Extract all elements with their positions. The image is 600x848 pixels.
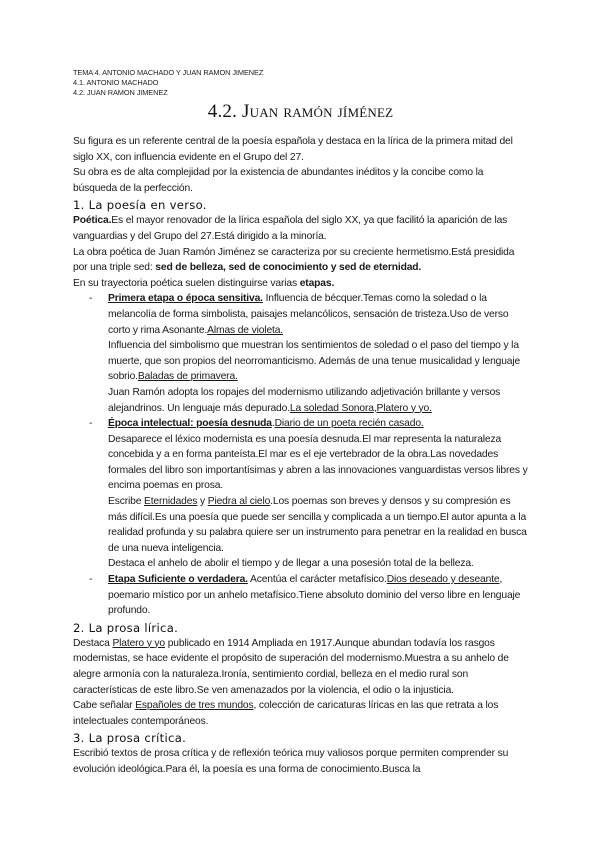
section-heading-critical-prose: 3. La prosa crítica. — [73, 731, 187, 746]
list-item-stage-1: - Primera etapa o época sensitiva. Influencia de bécquer.Temas como la soledad o la melancolía de forma simbolista, paisajes melancólicos, sensación de tristeza.Uso de verso corto y rima Asonante.Almas de violeta. Influencia del simbolismo que muestran los sentimientos de soledad o el paso del tiempo y la muerte, que son propios del neorromanticismo. Además de una tenue musicalidad y lenguaje sobrio.Baladas de primavera. Juan Ramón adopta los ropajes del modernismo utilizando adjetivación brillante y versos alejandrinos. Un lenguaje más depurado.La soledad Sonora,Platero y yo. — [89, 293, 521, 414]
platero-paragraph: Destaca Platero y yo publicado en 1914 Ampliada en 1917.Aunque abundan todavía los rasgos modernistas, se hace evidente el propósito de superación del modernismo.Muestra a su anhelo de alegre armonía con la naturaleza.Ironía, sentimiento cordial, belleza en el medio rural son características de este libro.Se ven amenazados por la violencia, el odio o la injusticia. — [73, 637, 509, 696]
list-item-stage-3: - Etapa Suficiente o verdadera. Acentúa el carácter metafísico.Dios deseado y deseante, poemario místico por un anhelo metafísico.Tiene absoluto dominio del verso libre en lenguaje profundo. — [89, 574, 521, 617]
header-line-3: 4.2. JUAN RAMON JIMENEZ — [73, 88, 168, 97]
page-title: 4.2. Juan ramón jíménez — [207, 101, 394, 122]
section-heading-lyric-prose: 2. La prosa lírica. — [73, 620, 179, 635]
section-heading-verse: 1. La poesía en verso. — [73, 198, 207, 213]
poetica-paragraph: Poética.Es el mayor renovador de la lírica española del siglo XX, ya que facilitó la aparición de las vanguardias y del Grupo del 27.Está dirigido a la minoría. — [73, 215, 508, 242]
header-line-1: TEMA 4. ANTONIO MACHADO Y JUAN RAMON JIMENEZ — [73, 68, 264, 77]
etapas-paragraph: En su trayectoria poética suelen distinguirse varias etapas. — [73, 277, 335, 289]
intro-paragraph-1: Su figura es un referente central de la poesía española y destaca en la lírica de la primera mitad del siglo XX, con influencia evidente en el Grupo del 27. — [73, 136, 513, 163]
espanoles-paragraph: Cabe señalar Españoles de tres mundos, colección de caricaturas líricas en las que retrata a los intelectuales contemporáneos. — [73, 700, 499, 727]
document-page — [73, 68, 528, 778]
intro-paragraph-2: Su obra es de alta complejidad por la existencia de abundantes inéditos y la concibe como la búsqueda de la perfección. — [73, 167, 484, 194]
hermetismo-paragraph: La obra poética de Juan Ramón Jiménez se caracteriza por su creciente hermetismo.Está presidida por una triple sed: sed de belleza, sed de conocimiento y sed de eternidad. — [73, 246, 515, 274]
critica-paragraph: Escribió textos de prosa crítica y de reflexión teórica muy valiosos porque permiten comprender su evolución ideológica.Para él, la poesía es una forma de conocimiento.Busca la — [73, 748, 509, 775]
header-line-2: 4.1. ANTONIO MACHADO — [73, 78, 159, 87]
list-item-stage-2: - Época intelectual: poesía desnuda.Diario de un poeta recién casado. Desaparece el léxico modernista es una poesía desnuda.El mar representa la naturaleza concebida y a en forma panteísta.El mar es el eje vertebrador de la obra.Las novedades formales del libro son importantísimas y abren a las innovaciones vanguardistas versos libres y encima poemas en prosa. Escribe Eternidades y Piedra al cielo.Los poemas son breves y densos y su compresión es más difícil.Es una poesía que puede ser sencilla y complicada a un tiempo.El autor apunta a la realidad profunda y su palabra quiere ser un instrumento para penetrar en la realidad en busca de una nueva inteligencia. Destaca el anhelo de abolir el tiempo y de llegar a una posesión total de la belleza. — [89, 418, 528, 570]
